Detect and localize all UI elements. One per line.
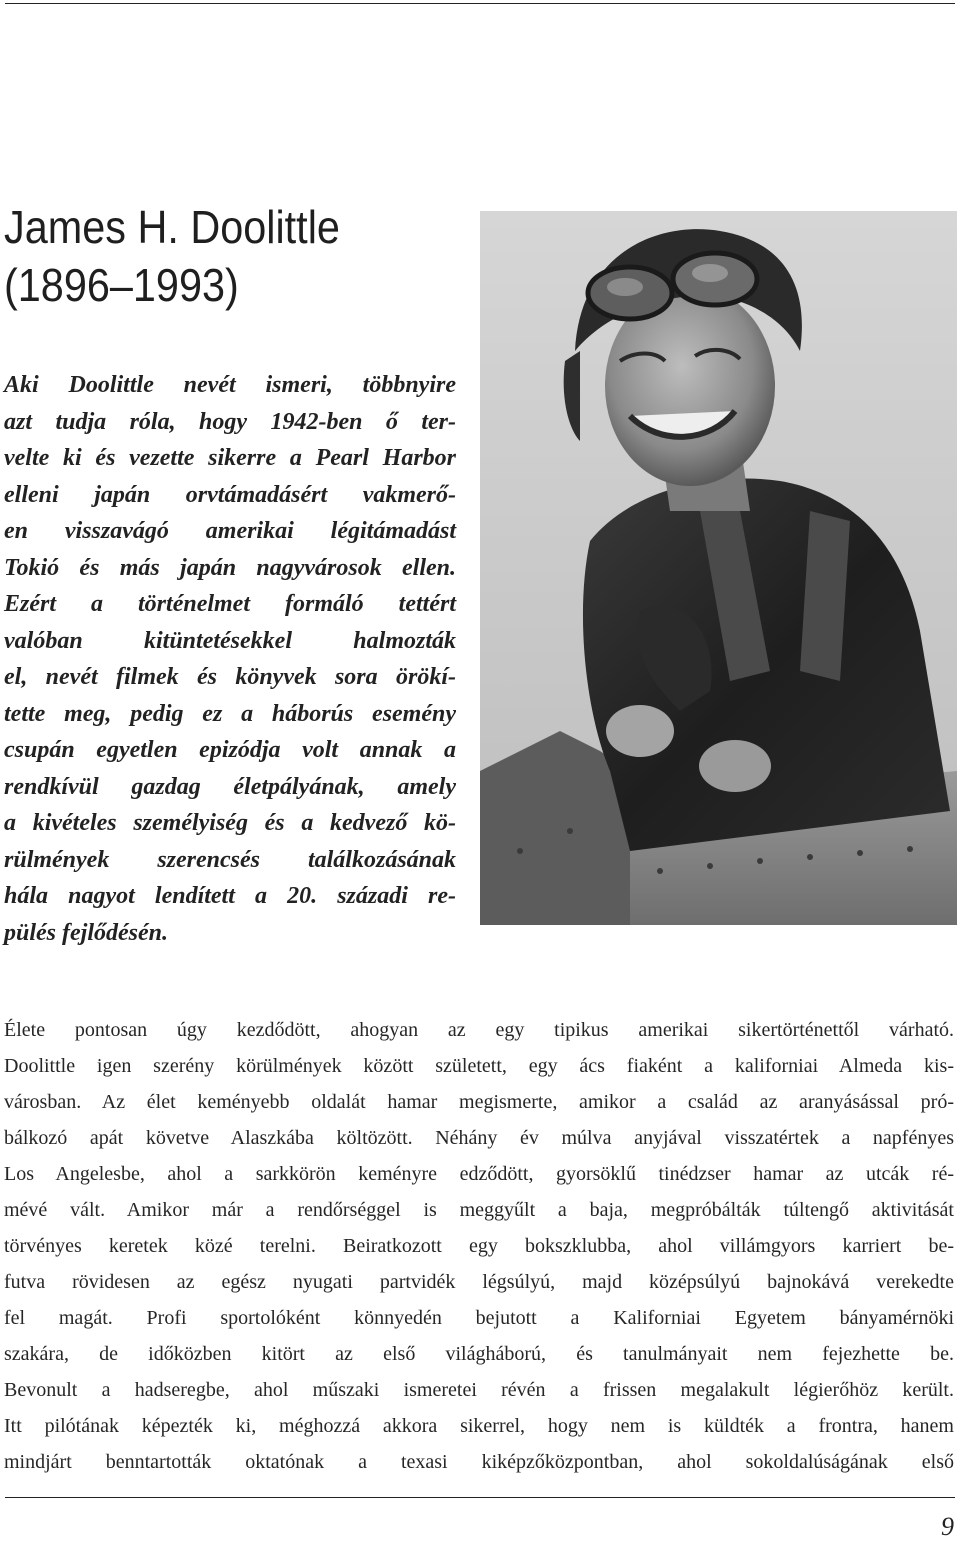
body-line: Élete pontosan úgy kezdődött, ahogyan az egy tipikus amerikai sikertörténettől várható. — [4, 1019, 954, 1041]
chapter-title — [4, 198, 340, 314]
intro-line: rülmények szerencsés találkozásának — [4, 846, 456, 873]
intro-line: azt tudja róla, hogy 1942-ben ő ter- — [4, 408, 456, 435]
body-line: városban. Az élet keményebb oldalát hamar megismerte, amikor a család az aranyásással pró- — [4, 1091, 954, 1113]
intro-line: el, nevét filmek és könyvek sora örökí- — [4, 664, 456, 690]
intro-paragraph — [4, 367, 456, 951]
intro-line: a kivételes személyiség és a kedvező kö- — [4, 810, 456, 836]
body-line: futva rövidesen az egész nyugati partvidék légsúlyú, majd középsúlyú bajnokává verekedte — [4, 1271, 954, 1293]
body-line: Bevonult a hadseregbe, ahol műszaki ismeretei révén a frissen megalakult légierőhöz került. — [4, 1379, 954, 1401]
intro-line: Tokió és más japán nagyvárosok ellen. — [4, 554, 456, 581]
intro-line: pülés fejlődésén. — [4, 919, 168, 946]
title-name: James H. Doolittle — [4, 201, 340, 253]
top-rule — [5, 3, 955, 4]
body-text — [4, 1012, 954, 1480]
intro-line: hála nagyot lendített a 20. századi re- — [4, 883, 456, 909]
title-years: (1896–1993) — [4, 259, 239, 311]
body-line: szakára, de időközben kitört az első világháború, és tanulmányait nem fejezhette be. — [4, 1343, 954, 1365]
body-line: Los Angelesbe, ahol a sarkkörön keményre edződött, gyorsöklű tinédzser hamar az utcák ré- — [4, 1163, 954, 1185]
portrait-photo — [480, 211, 957, 925]
page-number: 9 — [941, 1512, 954, 1541]
intro-line: Ezért a történelmet formáló tettért — [4, 591, 456, 617]
body-line: mévé vált. Amikor már a rendőrséggel is meggyűlt a baja, megpróbálták túltengő aktivitását — [4, 1199, 954, 1221]
intro-line: rendkívül gazdag életpályának, amely — [4, 773, 456, 800]
body-line: törvényes keretek közé terelni. Beiratkozott egy bokszklubba, ahol villámgyors karriert be- — [4, 1235, 954, 1257]
pilot-portrait-image — [480, 211, 957, 925]
intro-line: velte ki és vezette sikerre a Pearl Harbor — [4, 445, 456, 471]
body-line: mindjárt benntartották oktatónak a texasi kiképzőközpontban, ahol sokoldalúságának első — [4, 1451, 954, 1473]
intro-line: valóban kitüntetésekkel halmozták — [4, 627, 456, 654]
intro-line: csupán egyetlen epizódja volt annak a — [4, 737, 456, 763]
body-line: bálkozó apát követve Alaszkába költözött. Néhány év múlva anyjával visszatértek a napfényes — [4, 1127, 954, 1149]
intro-line: en visszavágó amerikai légitámadást — [4, 518, 456, 544]
body-line: Doolittle igen szerény körülmények között született, egy ács fiaként a kaliforniai Almeda kis- — [4, 1055, 954, 1077]
intro-line: Aki Doolittle nevét ismeri, többnyire — [4, 372, 456, 398]
body-line: fel magát. Profi sportolóként könnyedén bejutott a Kaliforniai Egyetem bányamérnöki — [4, 1307, 954, 1329]
body-line: Itt pilótának képezték ki, méghozzá akkora sikerrel, hogy nem is küldték a frontra, hanem — [4, 1415, 954, 1437]
intro-line: elleni japán orvtámadásért vakmerő- — [4, 481, 456, 508]
intro-line: tette meg, pedig ez a háborús esemény — [4, 700, 456, 727]
bottom-rule — [5, 1497, 955, 1498]
